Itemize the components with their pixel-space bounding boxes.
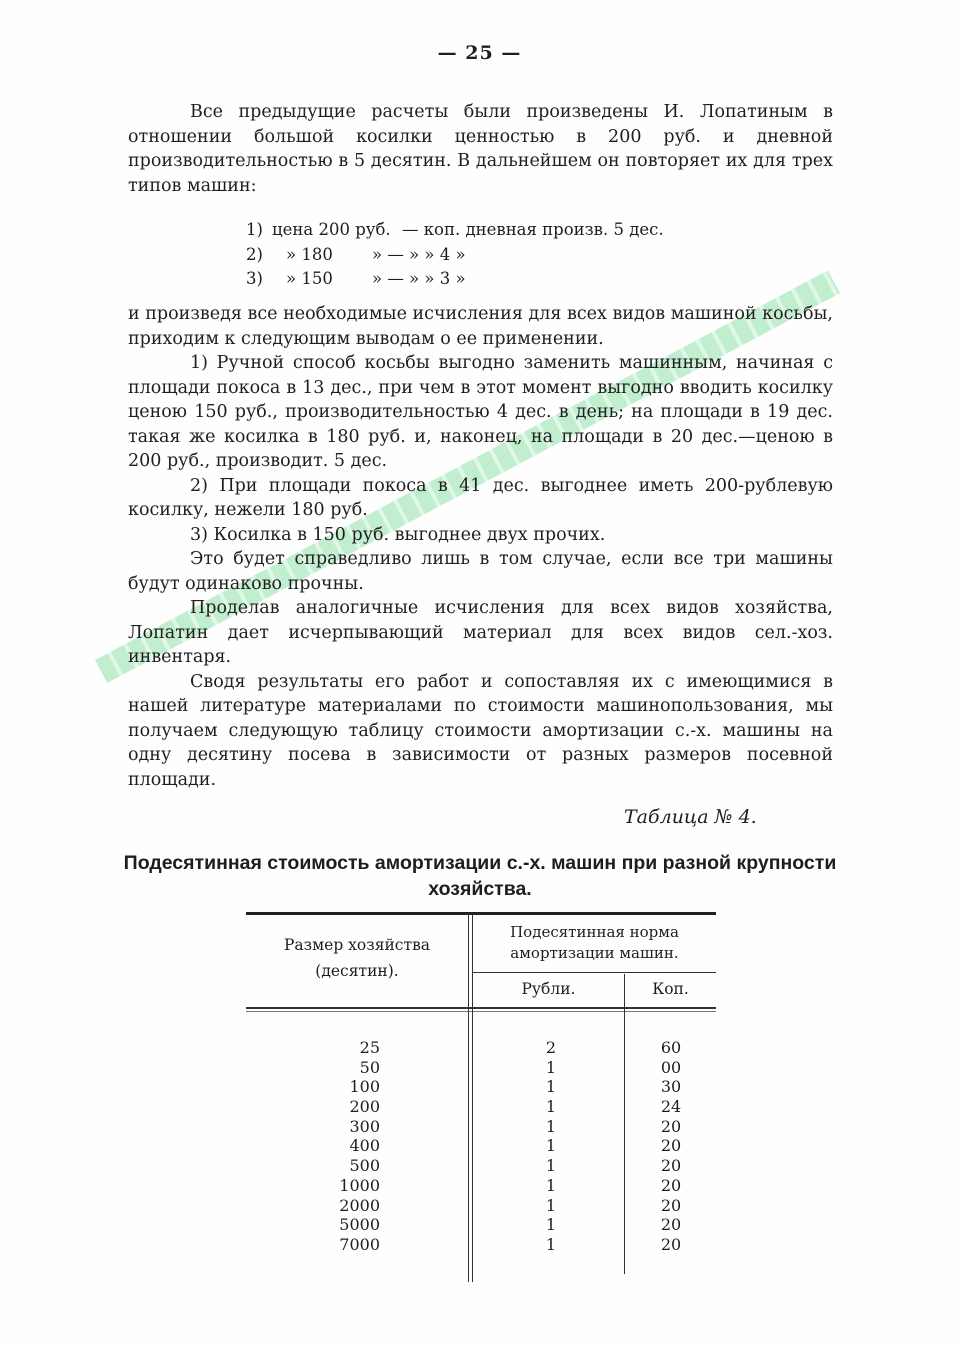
table-row bbox=[246, 1235, 716, 1255]
paragraph: и произведя все необходимые исчисления для всех видов машиной косьбы, приходим к следующим выводам о ее применении. bbox=[128, 304, 833, 349]
cell-rub: 1 bbox=[545, 1195, 557, 1215]
paragraph: Проделав аналогичные исчисления для всех видов хозяйства, Лопатин дает исчерпывающий материал для всех видов сел.-хоз. инвентаря. bbox=[128, 598, 833, 667]
cell-size: 25 bbox=[359, 1038, 380, 1057]
table-body bbox=[246, 1038, 716, 1255]
table-row bbox=[246, 1117, 716, 1137]
cell-rub: 1 bbox=[545, 1097, 557, 1117]
table-row bbox=[246, 1156, 716, 1176]
table-row bbox=[246, 1136, 716, 1156]
paragraph: 3) Косилка в 150 руб. выгоднее двух прочих. bbox=[190, 524, 606, 545]
item-number: 2) bbox=[246, 244, 263, 264]
page-number: — 25 — bbox=[437, 42, 522, 64]
table-row bbox=[246, 1058, 716, 1078]
header-bottom-rule bbox=[246, 1007, 716, 1009]
header-bottom-rule-thin bbox=[246, 1011, 716, 1012]
item-rest: » — » » 4 » bbox=[372, 244, 466, 264]
paragraph: Это будет справедливо лишь в том случае, если все три машины будут одинаково прочны. bbox=[128, 549, 833, 594]
intro-text bbox=[128, 100, 833, 198]
cell-kop: 20 bbox=[660, 1234, 682, 1254]
item-number: 3) bbox=[246, 269, 263, 288]
cell-kop: 24 bbox=[660, 1097, 682, 1117]
cell-rub: 1 bbox=[545, 1116, 557, 1136]
cell-size: 500 bbox=[349, 1156, 380, 1176]
cell-rub: 1 bbox=[545, 1077, 557, 1097]
header-rubles: Рубли. bbox=[521, 980, 576, 998]
cell-rub: 1 bbox=[545, 1175, 557, 1195]
cell-rub: 2 bbox=[545, 1038, 557, 1057]
item-rest: » — » » 3 » bbox=[372, 269, 466, 288]
item-number: 1) bbox=[246, 220, 263, 239]
cell-rub: 1 bbox=[545, 1234, 557, 1254]
cell-rub: 1 bbox=[545, 1156, 557, 1176]
cell-size: 50 bbox=[359, 1057, 380, 1077]
cell-size: 300 bbox=[349, 1116, 380, 1136]
table-row bbox=[246, 1038, 716, 1058]
table-row bbox=[246, 1215, 716, 1235]
item-price: » 180 bbox=[286, 244, 333, 264]
table-top-rule bbox=[246, 912, 716, 915]
item-price: » 150 bbox=[286, 269, 333, 288]
cell-size: 100 bbox=[349, 1077, 380, 1097]
cell-kop: 20 bbox=[660, 1136, 682, 1156]
table-row bbox=[246, 1097, 716, 1117]
paragraph: 2) При площади покоса в 41 дес. выгоднее иметь 200-рублевую косилку, нежели 180 руб. bbox=[128, 475, 833, 520]
cell-size: 200 bbox=[349, 1097, 380, 1117]
cell-rub: 1 bbox=[545, 1057, 557, 1077]
table-row bbox=[246, 1176, 716, 1196]
main-text bbox=[128, 302, 833, 792]
item-price: цена 200 руб. bbox=[272, 220, 391, 239]
cell-size: 1000 bbox=[339, 1175, 380, 1195]
cell-kop: 20 bbox=[660, 1116, 682, 1136]
paragraph: Все предыдущие расчеты были произведены И. Лопатиным в отношении большой косилки ценностью в 200 руб. и дневной производительностью в 5 десятин. В дальнейшем он повторяет их для трех типов машин: bbox=[128, 102, 833, 196]
cell-kop: 20 bbox=[660, 1156, 682, 1176]
cell-kop: 00 bbox=[660, 1057, 682, 1077]
header-kopecks: Коп. bbox=[652, 980, 689, 998]
subheader-rule bbox=[472, 972, 716, 973]
cell-kop: 60 bbox=[660, 1038, 682, 1057]
cell-size: 2000 bbox=[339, 1195, 380, 1215]
header-amortization-norm: Подесятинная норма амортизации машин. bbox=[510, 923, 679, 962]
cell-kop: 20 bbox=[660, 1195, 682, 1215]
header-farm-size: Размер хозяйства (десятин). bbox=[283, 936, 431, 980]
table-label: Таблица № 4. bbox=[624, 806, 757, 828]
item-rest: — коп. дневная произв. 5 дес. bbox=[402, 220, 664, 239]
table-row bbox=[246, 1077, 716, 1097]
cell-size: 5000 bbox=[339, 1215, 380, 1235]
table-row bbox=[246, 1196, 716, 1216]
amortization-table bbox=[246, 912, 716, 1282]
cell-rub: 1 bbox=[545, 1136, 557, 1156]
cell-kop: 20 bbox=[660, 1215, 682, 1235]
cell-size: 7000 bbox=[339, 1234, 380, 1254]
table-title: Подесятинная стоимость амортизации с.-х. машин при разной крупности хозяйства. bbox=[123, 852, 837, 900]
cell-rub: 1 bbox=[545, 1215, 557, 1235]
paragraph: 1) Ручной способ косьбы выгодно заменить машинным, начиная с площади покоса в 13 дес., при чем в этот момент выгодно вводить косилку ценою 150 руб., производительностью 4 дес. в день; на площади в 19 дес. такая же косилка в 180 руб. и, наконец, на площади в 20 дес.—ценою в 200 руб., производит. 5 дес. bbox=[128, 353, 833, 471]
paragraph: Сводя результаты его работ и сопоставляя их с имеющимися в нашей литературе материалами по стоимости машинопользования, мы получаем следующую таблицу стоимости амортизации с.-х. машины на одну десятину посева в зависимости от разных размеров посевной площади. bbox=[128, 671, 833, 790]
cell-kop: 20 bbox=[660, 1175, 682, 1195]
cell-size: 400 bbox=[349, 1136, 380, 1156]
cell-kop: 30 bbox=[660, 1077, 682, 1097]
